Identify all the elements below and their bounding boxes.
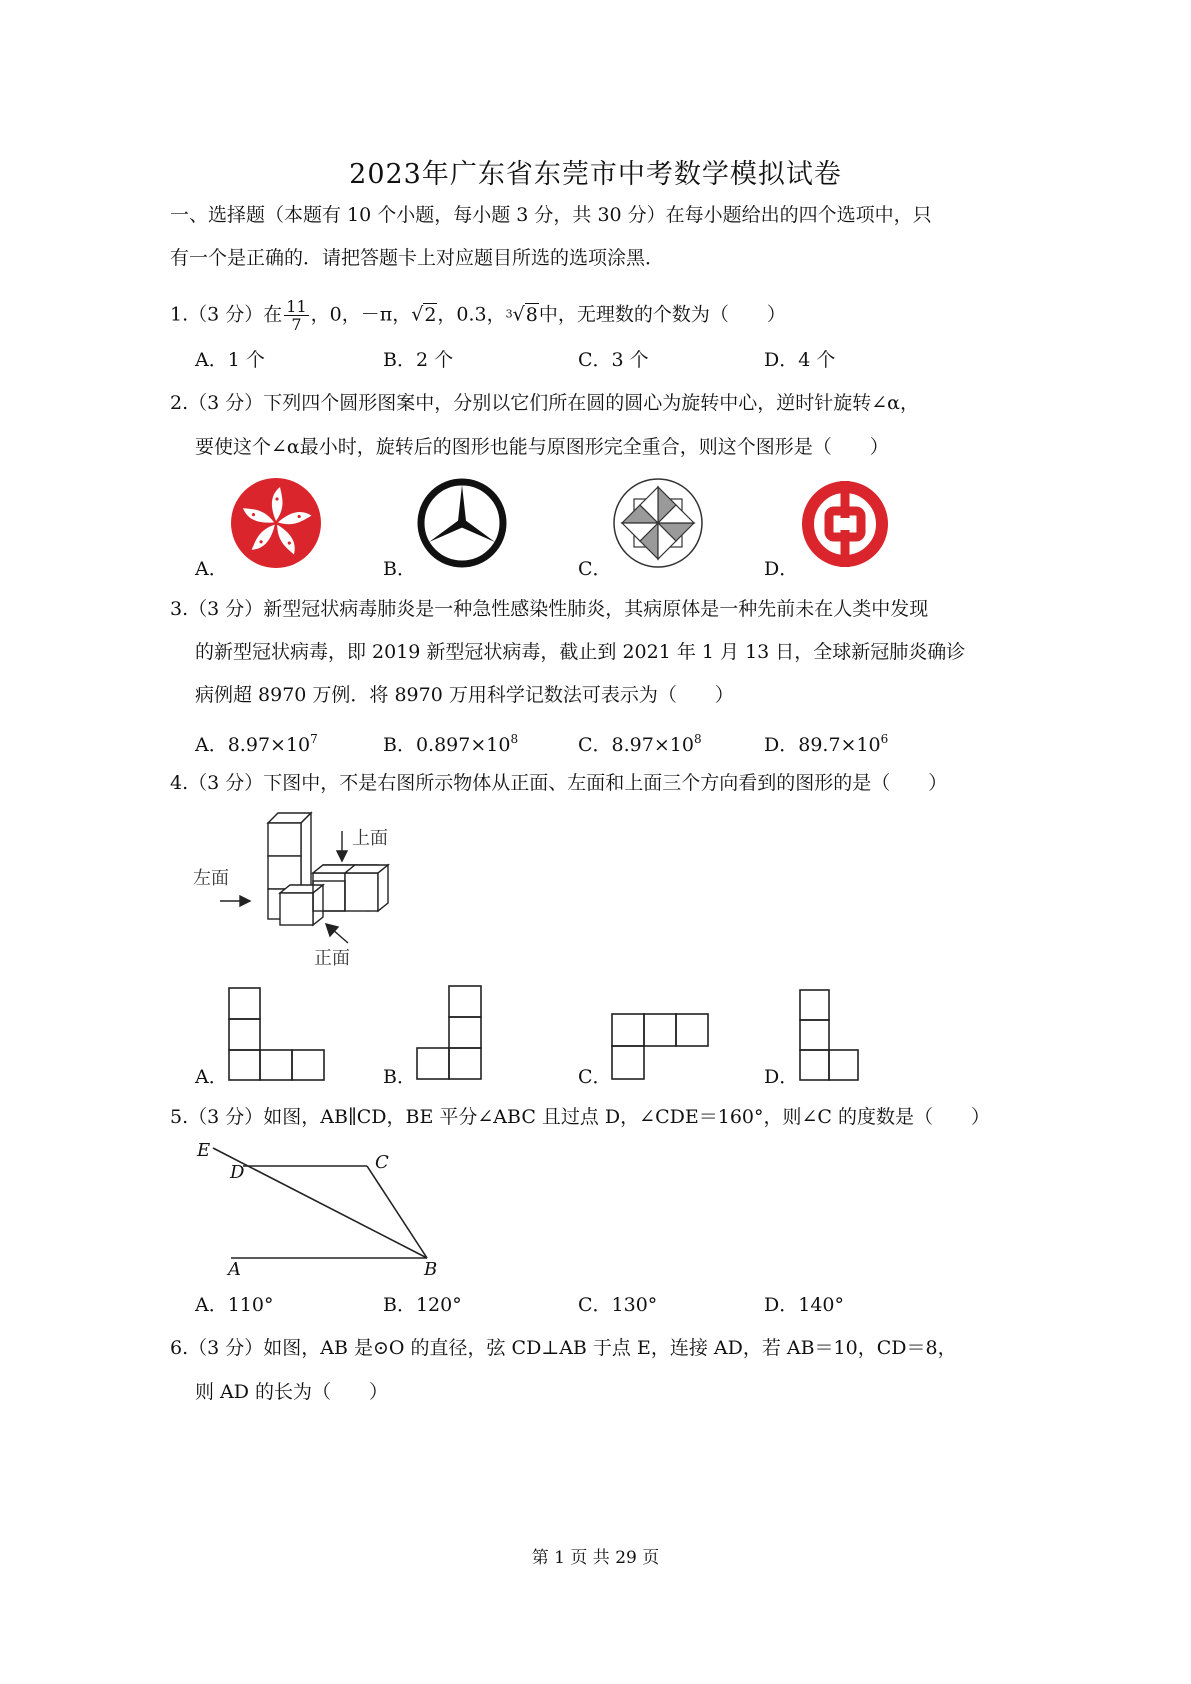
q2-option-a: A． [195, 558, 228, 580]
q2-option-b: B． [383, 558, 416, 580]
q3-option-c-label: C．8.97×10 [578, 734, 694, 756]
q5-option-a: A．110° [195, 1294, 274, 1316]
q2-figure-c-pinwheel [612, 477, 704, 569]
q3-option-c-exponent: 8 [693, 732, 702, 746]
q5-option-c: C．130° [578, 1294, 658, 1316]
q2-option-d: D． [764, 558, 799, 580]
q3-option-a [195, 726, 318, 758]
q1-option-b: B．2 个 [383, 349, 454, 371]
section-instruction-line-1: 一、选择题（本题有 10 个小题，每小题 3 分，共 30 分）在每小题给出的四个选项中，只 [170, 204, 932, 226]
q3-option-b [383, 726, 518, 758]
question-6-line-2: 则 AD 的长为（ ） [195, 1381, 389, 1403]
question-2-line-1: 2.（3 分）下列四个圆形图案中，分别以它们所在圆的圆心为旋转中心，逆时针旋转∠α， [170, 392, 920, 414]
q4-option-d-figure [799, 989, 863, 1083]
page-footer: 第 1 页 共 29 页 [531, 1548, 660, 1568]
q1-option-a: A．1 个 [195, 349, 265, 371]
q4-option-b-figure [416, 985, 486, 1083]
q1-suffix: 中，无理数的个数为（ ） [538, 303, 786, 326]
question-1: 1.（3 分）在 $\frac{11}{7}$ ，0，－π，√2，0.3，3√8中，无理数的个数为（ ） [170, 297, 786, 334]
q1-sqrt-radicand: 2 [424, 303, 437, 326]
q1-mid2: ，0.3， [437, 303, 506, 326]
q4-option-d: D． [764, 1066, 799, 1088]
q3-option-a-exponent: 7 [310, 732, 318, 746]
q4-option-c: C． [578, 1066, 612, 1088]
q1-option-d: D．4 个 [764, 349, 836, 371]
q3-option-d [764, 726, 888, 758]
q4-option-b: B． [383, 1066, 416, 1088]
q1-cbrt-radicand: 8 [525, 303, 538, 326]
q3-option-b-label: B．0.897×10 [383, 734, 511, 756]
q3-option-d-exponent: 6 [880, 732, 889, 746]
question-3-line-2: 的新型冠状病毒，即 2019 新型冠状病毒，截止到 2021 年 1 月 13 日，全球新冠肺炎确诊 [195, 641, 966, 663]
q4-option-c-figure [611, 1013, 713, 1083]
q1-fraction-denominator: 7 [291, 315, 302, 334]
q4-label-top-view: 上面 [352, 828, 388, 849]
q5-point-d: D [230, 1162, 245, 1183]
q4-option-a: A． [195, 1066, 228, 1088]
q3-option-a-label: A．8.97×10 [195, 734, 311, 756]
q1-mid: ，0，－π， [310, 303, 412, 326]
page-title: 2023年广东省东莞市中考数学模拟试卷 [349, 159, 842, 190]
q3-option-c [578, 726, 702, 758]
question-5-line-1: 5.（3 分）如图，AB∥CD，BE 平分∠ABC 且过点 D，∠CDE＝160°，则∠C 的度数是（ ） [170, 1106, 990, 1128]
q1-fraction [284, 298, 308, 333]
q2-option-c: C． [578, 558, 612, 580]
question-2-line-2: 要使这个∠α最小时，旋转后的图形也能与原图形完全重合，则这个图形是（ ） [195, 436, 889, 458]
q4-option-a-figure [228, 987, 328, 1082]
section-instruction-line-2: 有一个是正确的．请把答题卡上对应题目所选的选项涂黑． [170, 247, 665, 269]
question-3-line-3: 病例超 8970 万例．将 8970 万用科学记数法可表示为（ ） [195, 684, 734, 706]
q2-figure-b-three-point-star [416, 477, 508, 569]
q2-figure-d-coin-emblem [800, 479, 890, 569]
q4-label-front-view: 正面 [314, 948, 350, 969]
q4-label-left-view: 左面 [193, 868, 229, 889]
q5-option-b: B．120° [383, 1294, 462, 1316]
q2-figure-a-bauhinia-emblem [230, 477, 322, 569]
q1-prefix: 1.（3 分）在 [170, 303, 283, 326]
question-4-line-1: 4.（3 分）下图中，不是右图所示物体从正面、左面和上面三个方向看到的图形的是（ ） [170, 772, 948, 794]
q3-option-b-exponent: 8 [510, 732, 519, 746]
question-6-line-1: 6.（3 分）如图，AB 是⊙O 的直径，弦 CD⊥AB 于点 E，连接 AD，若 AB＝10，CD＝8， [170, 1337, 957, 1359]
q1-cbrt-index: 3 [505, 307, 513, 321]
q1-fraction-numerator: 11 [286, 297, 307, 316]
q5-point-e: E [197, 1140, 211, 1161]
q3-option-d-label: D．89.7×10 [764, 734, 881, 756]
question-3-line-1: 3.（3 分）新型冠状病毒肺炎是一种急性感染性肺炎，其病原体是一种先前未在人类中发现 [170, 598, 929, 620]
q1-option-c: C．3 个 [578, 349, 649, 371]
q5-point-b: B [424, 1259, 438, 1280]
q5-point-a: A [228, 1259, 241, 1280]
q5-option-d: D．140° [764, 1294, 844, 1316]
q5-point-c: C [375, 1152, 389, 1173]
